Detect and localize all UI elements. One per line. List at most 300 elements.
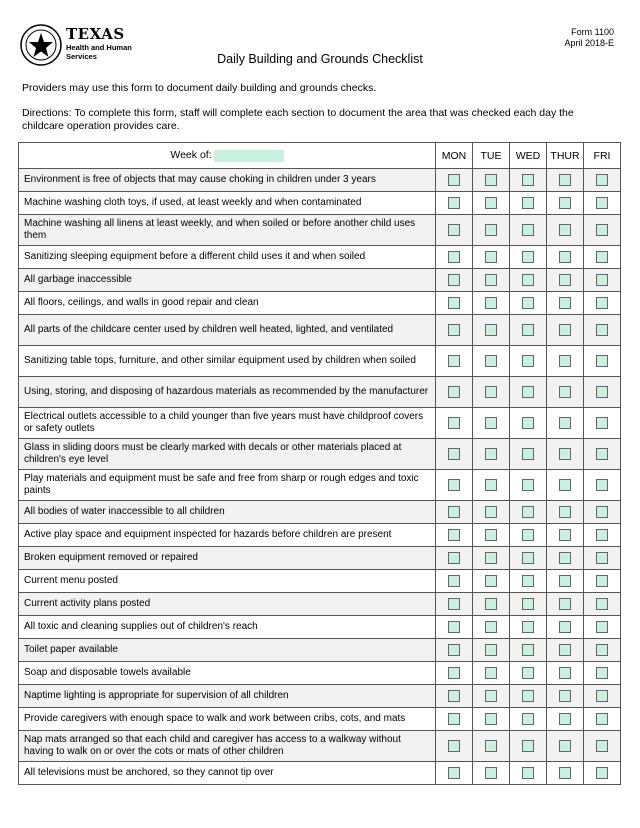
day-checkbox[interactable] — [448, 224, 460, 236]
checkbox-cell — [584, 593, 621, 616]
checkbox-cell — [436, 269, 473, 292]
checkbox-cell — [473, 315, 510, 346]
day-checkbox[interactable] — [596, 479, 608, 491]
day-checkbox[interactable] — [559, 740, 571, 752]
day-checkbox[interactable] — [522, 324, 534, 336]
day-checkbox[interactable] — [485, 667, 497, 679]
day-checkbox[interactable] — [448, 506, 460, 518]
day-checkbox[interactable] — [522, 297, 534, 309]
day-checkbox[interactable] — [559, 644, 571, 656]
checkbox-cell — [510, 708, 547, 731]
checkbox-cell — [584, 169, 621, 192]
day-checkbox[interactable] — [522, 552, 534, 564]
day-header: MON — [436, 143, 473, 169]
day-checkbox[interactable] — [559, 224, 571, 236]
checkbox-cell — [510, 439, 547, 470]
checklist-item-label: Electrical outlets accessible to a child younger than five years must have childproof covers or safety outlets — [19, 408, 436, 439]
day-checkbox[interactable] — [485, 274, 497, 286]
checkbox-cell — [436, 246, 473, 269]
day-checkbox[interactable] — [559, 506, 571, 518]
day-checkbox[interactable] — [596, 448, 608, 460]
checkbox-cell — [584, 377, 621, 408]
checklist-item-label: Glass in sliding doors must be clearly marked with decals or other materials placed at children's eye level — [19, 439, 436, 470]
day-checkbox[interactable] — [448, 197, 460, 209]
table-row — [19, 377, 621, 408]
day-checkbox[interactable] — [596, 251, 608, 263]
checkbox-cell — [547, 639, 584, 662]
checklist-table — [18, 142, 621, 785]
day-checkbox[interactable] — [448, 621, 460, 633]
day-checkbox[interactable] — [485, 355, 497, 367]
checkbox-cell — [510, 685, 547, 708]
day-checkbox[interactable] — [522, 767, 534, 779]
checkbox-cell — [436, 408, 473, 439]
checkbox-cell — [473, 470, 510, 501]
checkbox-cell — [510, 501, 547, 524]
day-checkbox[interactable] — [522, 355, 534, 367]
day-checkbox[interactable] — [485, 197, 497, 209]
checklist-item-label: Soap and disposable towels available — [19, 662, 436, 685]
checkbox-cell — [547, 246, 584, 269]
checkbox-cell — [436, 616, 473, 639]
day-checkbox[interactable] — [596, 506, 608, 518]
logo-subtitle-1: Health and Human — [66, 43, 132, 52]
checkbox-cell — [547, 292, 584, 315]
day-checkbox[interactable] — [448, 274, 460, 286]
day-checkbox[interactable] — [596, 598, 608, 610]
table-row — [19, 439, 621, 470]
logo-subtitle-2: Services — [66, 52, 97, 61]
week-of-input[interactable] — [214, 150, 284, 162]
checkbox-cell — [547, 662, 584, 685]
table-row — [19, 470, 621, 501]
checkbox-cell — [436, 315, 473, 346]
day-checkbox[interactable] — [522, 644, 534, 656]
day-header: WED — [510, 143, 547, 169]
day-checkbox[interactable] — [596, 197, 608, 209]
day-checkbox[interactable] — [485, 174, 497, 186]
table-row — [19, 685, 621, 708]
intro-text: Providers may use this form to document daily building and grounds checks. — [22, 82, 377, 94]
day-checkbox[interactable] — [596, 355, 608, 367]
checkbox-cell — [436, 192, 473, 215]
day-checkbox[interactable] — [485, 506, 497, 518]
checkbox-cell — [584, 685, 621, 708]
checklist-item-label: Toilet paper available — [19, 639, 436, 662]
day-checkbox[interactable] — [448, 552, 460, 564]
table-row — [19, 315, 621, 346]
checkbox-cell — [473, 192, 510, 215]
checklist-item-label: Active play space and equipment inspected for hazards before children are present — [19, 524, 436, 547]
table-row — [19, 246, 621, 269]
checklist-item-label: Naptime lighting is appropriate for supervision of all children — [19, 685, 436, 708]
checkbox-cell — [547, 269, 584, 292]
table-row — [19, 215, 621, 246]
table-row — [19, 762, 621, 785]
day-checkbox[interactable] — [596, 224, 608, 236]
day-checkbox[interactable] — [448, 575, 460, 587]
table-row — [19, 662, 621, 685]
day-checkbox[interactable] — [559, 621, 571, 633]
table-row — [19, 501, 621, 524]
day-checkbox[interactable] — [559, 667, 571, 679]
checklist-item-label: Using, storing, and disposing of hazardous materials as recommended by the manufacturer — [19, 377, 436, 408]
day-checkbox[interactable] — [485, 324, 497, 336]
checkbox-cell — [510, 547, 547, 570]
day-checkbox[interactable] — [559, 174, 571, 186]
checkbox-cell — [436, 470, 473, 501]
checkbox-cell — [510, 315, 547, 346]
checkbox-cell — [547, 169, 584, 192]
table-header-row — [19, 143, 621, 169]
logo-title: TEXAS — [66, 25, 125, 43]
day-checkbox[interactable] — [559, 197, 571, 209]
day-checkbox[interactable] — [522, 197, 534, 209]
day-checkbox[interactable] — [522, 529, 534, 541]
day-checkbox[interactable] — [485, 621, 497, 633]
checkbox-cell — [584, 547, 621, 570]
checkbox-cell — [510, 616, 547, 639]
checkbox-cell — [510, 215, 547, 246]
day-checkbox[interactable] — [448, 386, 460, 398]
day-checkbox[interactable] — [596, 552, 608, 564]
checkbox-cell — [547, 470, 584, 501]
day-header: TUE — [473, 143, 510, 169]
day-checkbox[interactable] — [559, 251, 571, 263]
table-row — [19, 708, 621, 731]
checkbox-cell — [584, 470, 621, 501]
checkbox-cell — [436, 524, 473, 547]
checkbox-cell — [473, 346, 510, 377]
day-checkbox[interactable] — [522, 667, 534, 679]
checkbox-cell — [510, 593, 547, 616]
checkbox-cell — [473, 524, 510, 547]
table-row — [19, 292, 621, 315]
day-checkbox[interactable] — [596, 740, 608, 752]
day-checkbox[interactable] — [559, 690, 571, 702]
table-row — [19, 169, 621, 192]
day-checkbox[interactable] — [485, 448, 497, 460]
day-checkbox[interactable] — [522, 575, 534, 587]
table-row — [19, 547, 621, 570]
form-meta — [564, 27, 614, 49]
day-checkbox[interactable] — [448, 740, 460, 752]
checkbox-cell — [510, 524, 547, 547]
table-row — [19, 408, 621, 439]
day-checkbox[interactable] — [559, 529, 571, 541]
checklist-item-label: All toxic and cleaning supplies out of children's reach — [19, 616, 436, 639]
checkbox-cell — [473, 246, 510, 269]
day-checkbox[interactable] — [448, 479, 460, 491]
checkbox-cell — [436, 685, 473, 708]
checkbox-cell — [584, 524, 621, 547]
checkbox-cell — [584, 292, 621, 315]
checkbox-cell — [547, 762, 584, 785]
checkbox-cell — [584, 439, 621, 470]
checkbox-cell — [473, 269, 510, 292]
day-checkbox[interactable] — [485, 251, 497, 263]
day-checkbox[interactable] — [448, 324, 460, 336]
checkbox-cell — [584, 215, 621, 246]
day-checkbox[interactable] — [522, 690, 534, 702]
day-checkbox[interactable] — [522, 621, 534, 633]
day-checkbox[interactable] — [485, 713, 497, 725]
table-row — [19, 269, 621, 292]
day-header: THUR — [547, 143, 584, 169]
directions-text: Directions: To complete this form, staff will complete each section to document the area that was checked each day the childcare operation provides care. — [22, 107, 574, 132]
checkbox-cell — [436, 292, 473, 315]
day-checkbox[interactable] — [522, 506, 534, 518]
day-checkbox[interactable] — [448, 297, 460, 309]
checklist-item-label: Provide caregivers with enough space to walk and work between cribs, cots, and mats — [19, 708, 436, 731]
checkbox-cell — [547, 215, 584, 246]
checkbox-cell — [547, 501, 584, 524]
day-checkbox[interactable] — [559, 297, 571, 309]
day-header: FRI — [584, 143, 621, 169]
day-checkbox[interactable] — [522, 251, 534, 263]
checkbox-cell — [436, 762, 473, 785]
checkbox-cell — [584, 246, 621, 269]
checkbox-cell — [584, 762, 621, 785]
checkbox-cell — [547, 593, 584, 616]
checkbox-cell — [547, 377, 584, 408]
checklist-item-label: All garbage inaccessible — [19, 269, 436, 292]
checkbox-cell — [473, 708, 510, 731]
checkbox-cell — [584, 501, 621, 524]
day-checkbox[interactable] — [596, 417, 608, 429]
table-row — [19, 192, 621, 215]
checkbox-cell — [473, 215, 510, 246]
checkbox-cell — [510, 192, 547, 215]
day-checkbox[interactable] — [559, 448, 571, 460]
checkbox-cell — [473, 616, 510, 639]
checkbox-cell — [547, 547, 584, 570]
checkbox-cell — [510, 570, 547, 593]
checkbox-cell — [473, 662, 510, 685]
day-checkbox[interactable] — [559, 324, 571, 336]
day-checkbox[interactable] — [448, 667, 460, 679]
checkbox-cell — [547, 315, 584, 346]
day-checkbox[interactable] — [559, 386, 571, 398]
checkbox-cell — [547, 439, 584, 470]
checkbox-cell — [584, 708, 621, 731]
checkbox-cell — [547, 192, 584, 215]
day-checkbox[interactable] — [596, 386, 608, 398]
checkbox-cell — [547, 524, 584, 547]
day-checkbox[interactable] — [485, 575, 497, 587]
day-checkbox[interactable] — [596, 767, 608, 779]
checklist-item-label: Sanitizing table tops, furniture, and other similar equipment used by children when soiled — [19, 346, 436, 377]
checkbox-cell — [473, 762, 510, 785]
day-checkbox[interactable] — [448, 174, 460, 186]
day-checkbox[interactable] — [485, 552, 497, 564]
day-checkbox[interactable] — [485, 297, 497, 309]
day-checkbox[interactable] — [596, 174, 608, 186]
day-checkbox[interactable] — [485, 386, 497, 398]
day-checkbox[interactable] — [448, 767, 460, 779]
checkbox-cell — [584, 616, 621, 639]
checkbox-cell — [436, 169, 473, 192]
checkbox-cell — [510, 169, 547, 192]
day-checkbox[interactable] — [596, 644, 608, 656]
checkbox-cell — [510, 408, 547, 439]
day-checkbox[interactable] — [522, 479, 534, 491]
checkbox-cell — [547, 408, 584, 439]
day-checkbox[interactable] — [596, 667, 608, 679]
checkbox-cell — [436, 639, 473, 662]
day-checkbox[interactable] — [596, 324, 608, 336]
checklist-item-label: All bodies of water inaccessible to all children — [19, 501, 436, 524]
day-checkbox[interactable] — [522, 224, 534, 236]
day-checkbox[interactable] — [559, 355, 571, 367]
checkbox-cell — [473, 377, 510, 408]
day-checkbox[interactable] — [448, 644, 460, 656]
checkbox-cell — [473, 408, 510, 439]
day-checkbox[interactable] — [485, 767, 497, 779]
checkbox-cell — [473, 731, 510, 762]
form-number: Form 1100 — [571, 27, 614, 37]
day-checkbox[interactable] — [448, 355, 460, 367]
day-checkbox[interactable] — [559, 767, 571, 779]
checkbox-cell — [547, 731, 584, 762]
checkbox-cell — [510, 470, 547, 501]
day-checkbox[interactable] — [522, 598, 534, 610]
checkbox-cell — [473, 639, 510, 662]
checklist-item-label: Environment is free of objects that may cause choking in children under 3 years — [19, 169, 436, 192]
checkbox-cell — [510, 762, 547, 785]
checkbox-cell — [547, 616, 584, 639]
checkbox-cell — [584, 662, 621, 685]
day-checkbox[interactable] — [522, 713, 534, 725]
day-checkbox[interactable] — [559, 274, 571, 286]
day-checkbox[interactable] — [559, 713, 571, 725]
checkbox-cell — [473, 501, 510, 524]
checkbox-cell — [473, 439, 510, 470]
day-checkbox[interactable] — [448, 690, 460, 702]
day-checkbox[interactable] — [596, 274, 608, 286]
day-checkbox[interactable] — [522, 740, 534, 752]
checklist-item-label: Play materials and equipment must be safe and free from sharp or rough edges and toxic paints — [19, 470, 436, 501]
day-checkbox[interactable] — [559, 552, 571, 564]
day-checkbox[interactable] — [522, 174, 534, 186]
day-checkbox[interactable] — [448, 251, 460, 263]
day-checkbox[interactable] — [596, 297, 608, 309]
page-title: Daily Building and Grounds Checklist — [217, 52, 423, 66]
checkbox-cell — [473, 685, 510, 708]
checkbox-cell — [547, 570, 584, 593]
checkbox-cell — [510, 662, 547, 685]
checklist-item-label: All parts of the childcare center used by children well heated, lighted, and ventilated — [19, 315, 436, 346]
day-checkbox[interactable] — [522, 274, 534, 286]
table-row — [19, 346, 621, 377]
day-checkbox[interactable] — [485, 479, 497, 491]
day-checkbox[interactable] — [559, 479, 571, 491]
checkbox-cell — [584, 570, 621, 593]
day-checkbox[interactable] — [522, 386, 534, 398]
day-checkbox[interactable] — [485, 644, 497, 656]
checklist-item-label: Broken equipment removed or repaired — [19, 547, 436, 570]
day-checkbox[interactable] — [485, 417, 497, 429]
day-checkbox[interactable] — [485, 224, 497, 236]
checkbox-cell — [436, 439, 473, 470]
day-checkbox[interactable] — [596, 713, 608, 725]
checklist-rows — [19, 169, 621, 785]
checklist-item-label: Machine washing cloth toys, if used, at least weekly and when contaminated — [19, 192, 436, 215]
day-checkbox[interactable] — [596, 690, 608, 702]
week-of-cell — [19, 143, 436, 169]
checklist-item-label: Machine washing all linens at least weekly, and when soiled or before another child uses them — [19, 215, 436, 246]
checkbox-cell — [510, 292, 547, 315]
day-checkbox[interactable] — [559, 417, 571, 429]
table-row — [19, 570, 621, 593]
day-checkbox[interactable] — [596, 621, 608, 633]
day-checkbox[interactable] — [448, 448, 460, 460]
checklist-item-label: All televisions must be anchored, so they cannot tip over — [19, 762, 436, 785]
checkbox-cell — [473, 547, 510, 570]
table-row — [19, 593, 621, 616]
day-checkbox[interactable] — [448, 598, 460, 610]
checkbox-cell — [473, 169, 510, 192]
checklist-item-label: Sanitizing sleeping equipment before a different child uses it and when soiled — [19, 246, 436, 269]
checkbox-cell — [547, 708, 584, 731]
checkbox-cell — [436, 547, 473, 570]
checkbox-cell — [510, 731, 547, 762]
checkbox-cell — [436, 708, 473, 731]
checkbox-cell — [547, 685, 584, 708]
checkbox-cell — [436, 215, 473, 246]
checkbox-cell — [584, 639, 621, 662]
day-checkbox[interactable] — [485, 598, 497, 610]
day-checkbox[interactable] — [522, 448, 534, 460]
checkbox-cell — [436, 377, 473, 408]
checkbox-cell — [510, 639, 547, 662]
checkbox-cell — [584, 731, 621, 762]
checkbox-cell — [584, 346, 621, 377]
day-checkbox[interactable] — [448, 529, 460, 541]
day-checkbox[interactable] — [522, 417, 534, 429]
week-of-label: Week of: — [170, 149, 212, 162]
day-checkbox[interactable] — [559, 598, 571, 610]
table-row — [19, 524, 621, 547]
day-checkbox[interactable] — [596, 529, 608, 541]
checkbox-cell — [584, 408, 621, 439]
checkbox-cell — [510, 246, 547, 269]
day-checkbox[interactable] — [485, 740, 497, 752]
table-row — [19, 731, 621, 762]
checkbox-cell — [473, 570, 510, 593]
checklist-item-label: All floors, ceilings, and walls in good repair and clean — [19, 292, 436, 315]
checklist-item-label: Nap mats arranged so that each child and caregiver has access to a walkway without having to walk on or over the cots or mats of other children — [19, 731, 436, 762]
checklist-item-label: Current menu posted — [19, 570, 436, 593]
checkbox-cell — [436, 501, 473, 524]
day-checkbox[interactable] — [559, 575, 571, 587]
day-checkbox[interactable] — [448, 713, 460, 725]
checkbox-cell — [584, 269, 621, 292]
table-row — [19, 616, 621, 639]
checkbox-cell — [510, 269, 547, 292]
checkbox-cell — [584, 192, 621, 215]
checkbox-cell — [510, 346, 547, 377]
day-checkbox[interactable] — [485, 529, 497, 541]
day-checkbox[interactable] — [448, 417, 460, 429]
day-checkbox[interactable] — [485, 690, 497, 702]
checkbox-cell — [473, 593, 510, 616]
checkbox-cell — [510, 377, 547, 408]
checkbox-cell — [436, 662, 473, 685]
day-checkbox[interactable] — [596, 575, 608, 587]
checkbox-cell — [584, 315, 621, 346]
table-row — [19, 639, 621, 662]
